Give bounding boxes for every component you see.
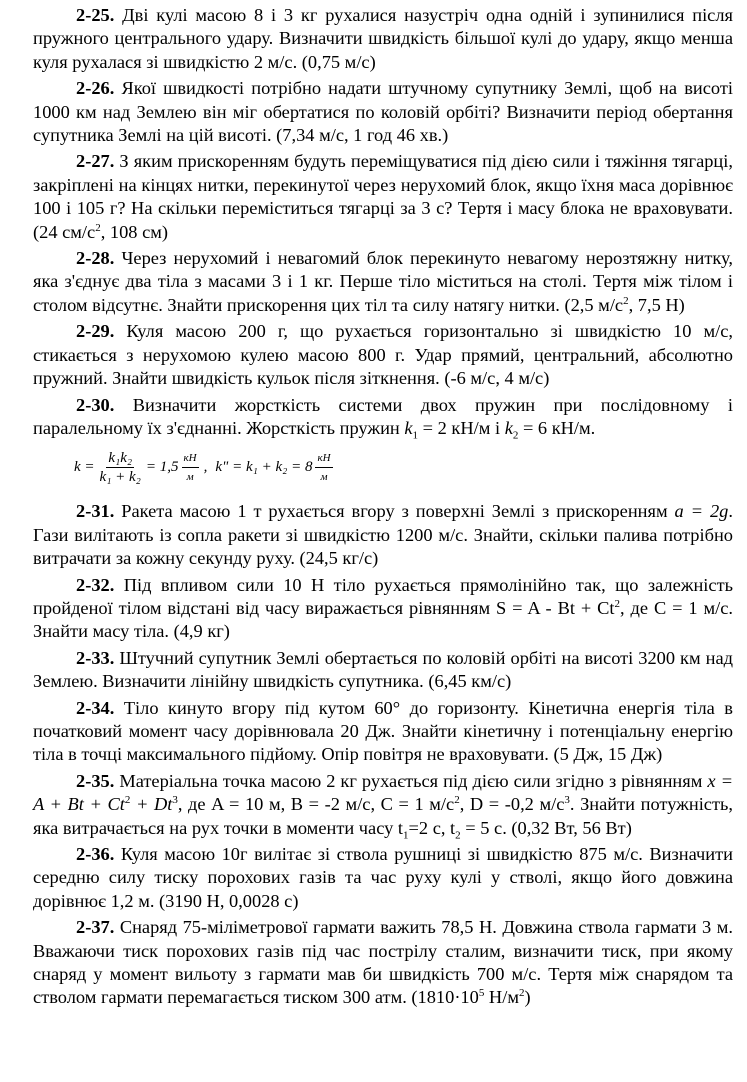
- problem-2-33: [33, 647, 733, 694]
- problem-number: 2-26.: [76, 78, 115, 99]
- problem-text-tail: = 6 кН/м.: [518, 417, 596, 438]
- variable-k: k: [504, 417, 513, 438]
- problem-text: Куля масою 10г вилітає зі ствола рушниці зі швидкістю 875 м/с. Визначити середню силу тиску порохових газів та час руху кулі у стволі, якщо його довжина дорівнює 1,2 м. (3190 Н, 0,0028 с): [33, 844, 733, 911]
- problem-text-tail: , де C = 1 м/с. Знайти масу тіла. (4,9 кг): [33, 597, 733, 642]
- problem-2-26: [33, 77, 733, 147]
- superscript: 3: [564, 794, 570, 807]
- problem-text-tail: = 5 с. (0,32 Вт, 56 Вт): [460, 817, 632, 838]
- superscript: 2: [614, 597, 621, 610]
- superscript: 3: [172, 794, 178, 807]
- variable-k: k: [404, 417, 413, 438]
- unit-denominator: м: [320, 470, 328, 483]
- superscript: 2: [518, 987, 525, 1000]
- problem-text-tail: , 108 см): [100, 221, 168, 242]
- problem-text-tail: , 7,5 Н): [628, 294, 685, 315]
- unit-fraction: [182, 449, 199, 486]
- problem-number: 2-32.: [76, 574, 115, 595]
- subscript: 2: [455, 829, 461, 842]
- problem-2-35: [33, 770, 733, 840]
- problem-number: 2-34.: [76, 697, 115, 718]
- unit-numerator: кН: [182, 449, 199, 468]
- formula-lhs: k =: [74, 458, 95, 475]
- problem-number: 2-36.: [76, 844, 115, 864]
- problem-2-28: [33, 247, 733, 317]
- fraction-numerator: k₁k₂: [108, 449, 133, 466]
- problem-text: Снаряд 75-міліметрової гармати важить 78,5 Н. Довжина ствола гармати 3 м. Вважаючи тиск порохових газів під час пострілу сталим, визначити тиск, при якому снаряд у момент вильоту з гармати мав би швидкість 700 м/с. Тертя між снарядом та стволом гармати перемагається тиском 300 атм. (1810·10: [33, 917, 733, 1008]
- problem-number: 2-28.: [76, 248, 115, 269]
- problem-text: . Знайти потужність, яка витрачається на рух точки в моменти часу t: [33, 794, 733, 838]
- formula-separator: ,: [203, 458, 208, 475]
- problem-text: Ракета масою 1 т рухається вгору з поверхні Землі з прискоренням: [121, 501, 675, 522]
- problem-number: 2-25.: [76, 5, 115, 25]
- subscript: 1: [412, 429, 419, 442]
- problem-text: З яким прискоренням будуть переміщуватися під дією сили і тяжіння тягарці, закріплені на кінцях нитки, перекинутої через нерухомий блок, якщо їхня маса дорівнює 100 і 105 г? На скільки переміститься тягарці за 3 с? Тертя і масу блока не враховувати. (24 см/с: [33, 151, 733, 242]
- problem-text: Штучний супутник Землі обертається по коловій орбіті на висоті 3200 км над Землею. Визначити лінійну швидкість супутника. (6,45 км/с): [33, 647, 733, 692]
- problem-text: Тіло кинуто вгору під кутом 60° до горизонту. Кінетична енергія тіла в початковий момент часу дорівнювала 20 Дж. Знайти кінетичну і потенціальну енергію тіла в точці максимального підйому. Опір повітря не враховувати. (5 Дж, 15 Дж): [33, 697, 733, 765]
- superscript: 2: [124, 794, 131, 807]
- problem-number: 2-35.: [76, 770, 115, 791]
- subscript: 2: [512, 429, 519, 442]
- superscript: 2: [95, 221, 101, 234]
- superscript: 2: [454, 794, 460, 807]
- superscript: 5: [478, 987, 485, 1000]
- problem-2-25: [33, 4, 733, 74]
- problem-text: Куля масою 200 г, що рухається горизонтально зі швидкістю 10 м/с, стикається з нерухомою кулею масою 800 г. Удар прямий, центральний, абсолютно пружний. Знайти швидкість кульок після зіткнення. (-6 м/с, 4 м/с): [33, 321, 733, 389]
- problem-number: 2-33.: [76, 647, 115, 668]
- problem-text: Дві кулі масою 8 і 3 кг рухалися назустріч одна одній і зупинилися після пружного центрального удару. Визначити швидкість більшої кулі до удару, якщо менша куля рухалася зі швидкістю 2 м/с. (0,75 м/с): [33, 5, 733, 72]
- equation: + Dt: [130, 794, 173, 815]
- problem-number: 2-31.: [76, 501, 115, 522]
- problem-number: 2-29.: [76, 321, 115, 342]
- superscript: 2: [623, 294, 629, 307]
- problem-text: Через нерухомий і невагомий блок перекинуто невагому нерозтяжну нитку, яка з'єднує два тіла з масами 3 і 1 кг. Перше тіло міститься на столі. Тертя між тілом і столом відсутнє. Знайти прискорення цих тіл та силу натягу нитки. (2,5 м/с: [33, 248, 733, 315]
- problem-text: Матеріальна точка масою 2 кг рухається під дією сили згідно з рівнянням: [119, 770, 708, 791]
- problem-2-37: [33, 916, 733, 1010]
- problem-text: Визначити жорсткість системи двох пружин при послідовному і паралельному їх з'єднанні. Жорсткість пружин: [33, 394, 733, 438]
- equation: x = A + Bt + Ct: [33, 770, 733, 815]
- problem-text-tail: ): [524, 987, 531, 1008]
- problem-number: 2-37.: [76, 917, 115, 938]
- formula-2-30: [74, 438, 733, 496]
- problem-text: , D = -0,2 м/с: [459, 794, 565, 815]
- problem-2-27: [33, 150, 733, 244]
- problem-2-31: [33, 500, 733, 570]
- problem-text: Н/м: [484, 987, 519, 1008]
- fraction: [98, 449, 143, 486]
- problem-text: =2 с, t: [408, 817, 456, 838]
- formula-value: = 1,5: [145, 458, 179, 475]
- problem-text: Якої швидкості потрібно надати штучному супутнику Землі, щоб на висоті 1000 км над Землею він міг обертатися по коловій орбіті? Визначити період обертання супутника Землі на цій висоті. (7,34 м/с, 1 год 46 хв.): [33, 78, 733, 146]
- problem-number: 2-30.: [76, 394, 115, 415]
- problem-2-32: [33, 574, 733, 644]
- problem-text: = 2 кН/м і: [418, 417, 505, 438]
- fraction-denominator: k₁ + k₂: [99, 468, 141, 485]
- unit-fraction: [315, 449, 332, 486]
- problem-text: Під впливом сили 10 Н тіло рухається прямолінійно так, що залежність пройденої тілом відстані від часу виражається рівнянням S = A - Bt + Ct: [33, 574, 733, 618]
- problem-2-34: [33, 697, 733, 767]
- formula-rhs: k" = k₁ + k₂ = 8: [215, 458, 313, 475]
- subscript: 1: [403, 829, 409, 842]
- problem-2-30: [33, 394, 733, 441]
- unit-denominator: м: [186, 470, 194, 483]
- acceleration-expression: a = 2g: [674, 501, 729, 522]
- problem-number: 2-27.: [76, 151, 115, 172]
- problem-2-29: [33, 320, 733, 390]
- problem-text-tail: . Гази вилітають із сопла ракети зі швидкістю 1200 м/с. Знайти, скільки палива потрібно витрачати за кожну секунду руху. (24,5 кг/с): [33, 501, 733, 569]
- problem-text: , де A = 10 м, B = -2 м/с, C = 1 м/с: [177, 794, 455, 815]
- unit-numerator: кН: [315, 449, 332, 468]
- problem-2-36: [33, 843, 733, 913]
